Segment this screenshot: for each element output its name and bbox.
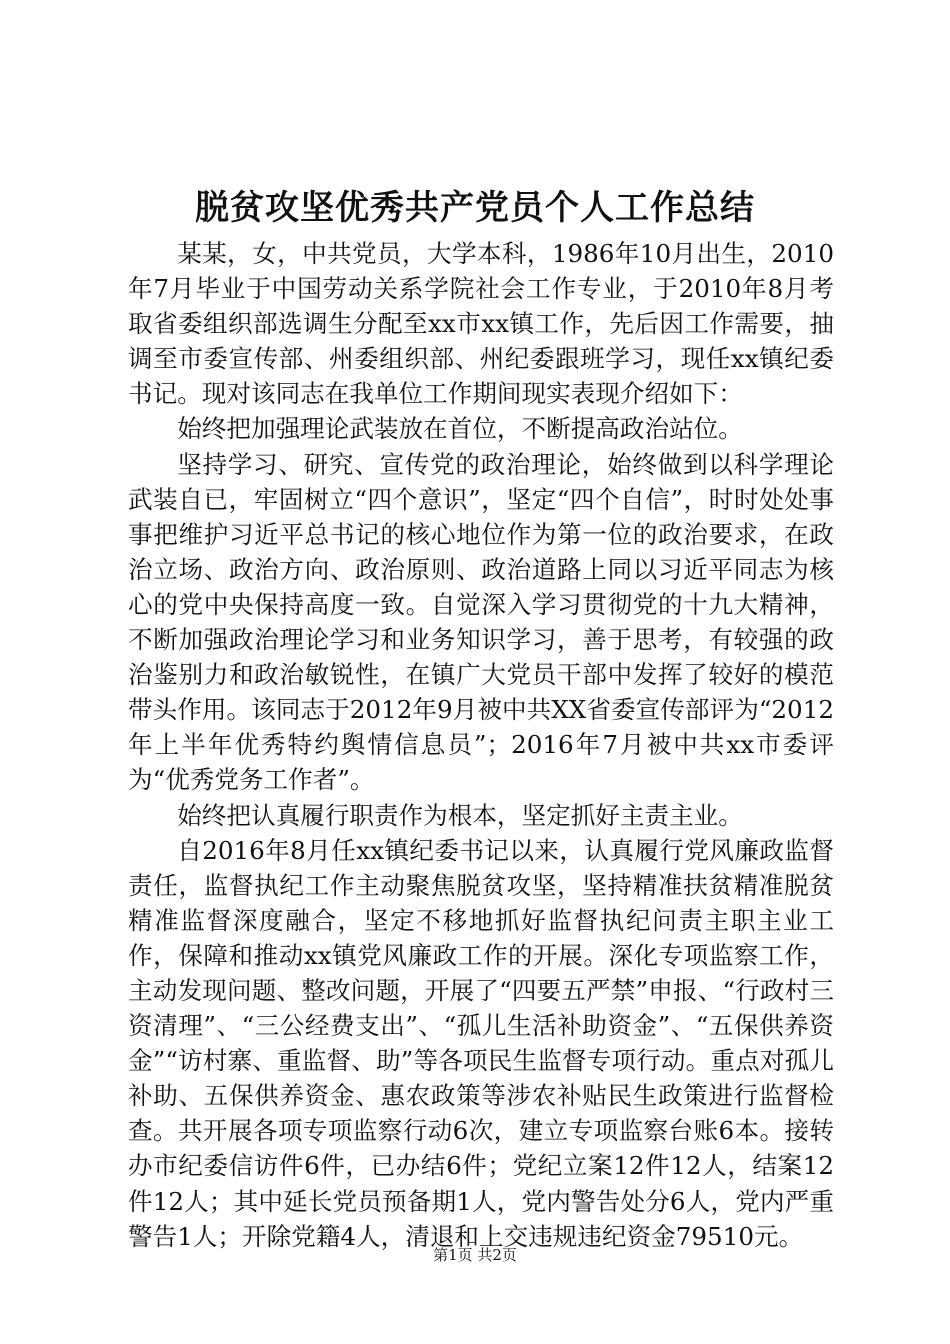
page-footer: 第1页 共2页	[433, 1246, 517, 1264]
document-body	[128, 236, 834, 1254]
paragraph-intro: 某某，女，中共党员，大学本科，1986年10月出生，2010年7月毕业于中国劳动关系学院社会工作专业，于2010年8月考取省委组织部选调生分配至xx市xx镇工作，先后因工作需要，抽调至市委宣传部、州委组织部、州纪委跟班学习，现任xx镇纪委书记。现对该同志在我单位工作期间现实表现介绍如下：	[128, 239, 834, 409]
document-title: 脱贫攻坚优秀共产党员个人工作总结	[195, 188, 755, 228]
paragraph-theory: 坚持学习、研究、宣传党的政治理论，始终做到以科学理论武装自已，牢固树立“四个意识”，坚定“四个自信”，时时处处事事把维护习近平总书记的核心地位作为第一位的政治要求，在政治立场、政治方向、政治原则、政治道路上同以习近平同志为核心的党中央保持高度一致。自觉深入学习贯彻党的十九大精神，不断加强政治理论学习和业务知识学习，善于思考，有较强的政治鉴别力和政治敏锐性，在镇广大党员干部中发挥了较好的模范带头作用。该同志于2012年9月被中共XX省委宣传部评为“2012年上半年优秀特约舆情信息员”；2016年7月被中共xx市委评为“优秀党务工作者”。	[128, 449, 834, 795]
paragraph-heading-duty: 始终把认真履行职责作为根本，坚定抓好主责主业。	[177, 800, 743, 830]
paragraph-heading-theory: 始终把加强理论武装放在首位，不断提高政治站位。	[177, 414, 743, 444]
paragraph-duty: 自2016年8月任xx镇纪委书记以来，认真履行党风廉政监督责任，监督执纪工作主动聚焦脱贫攻坚，坚持精准扶贫精准脱贫精准监督深度融合，坚定不移地抓好监督执纪问责主职主业工作，保障和推动xx镇党风廉政工作的开展。深化专项监察工作，主动发现问题、整改问题，开展了“四要五严禁”申报、“行政村三资清理”、“三公经费支出”、“孤儿生活补助资金”、“五保供养资金”“访村寨、重监督、助”等各项民生监督专项行动。重点对孤儿补助、五保供养资金、惠农政策等涉农补贴民生政策进行监督检查。共开展各项专项监察行动6次，建立专项监察台账6本。接转办市纪委信访件6件，已办结6件；党纪立案12件12人，结案12件12人；其中延长党员预备期1人，党内警告处分6人，党内严重警告1人；开除党籍4人，清退和上交违规违纪资金79510元。	[128, 835, 834, 1251]
